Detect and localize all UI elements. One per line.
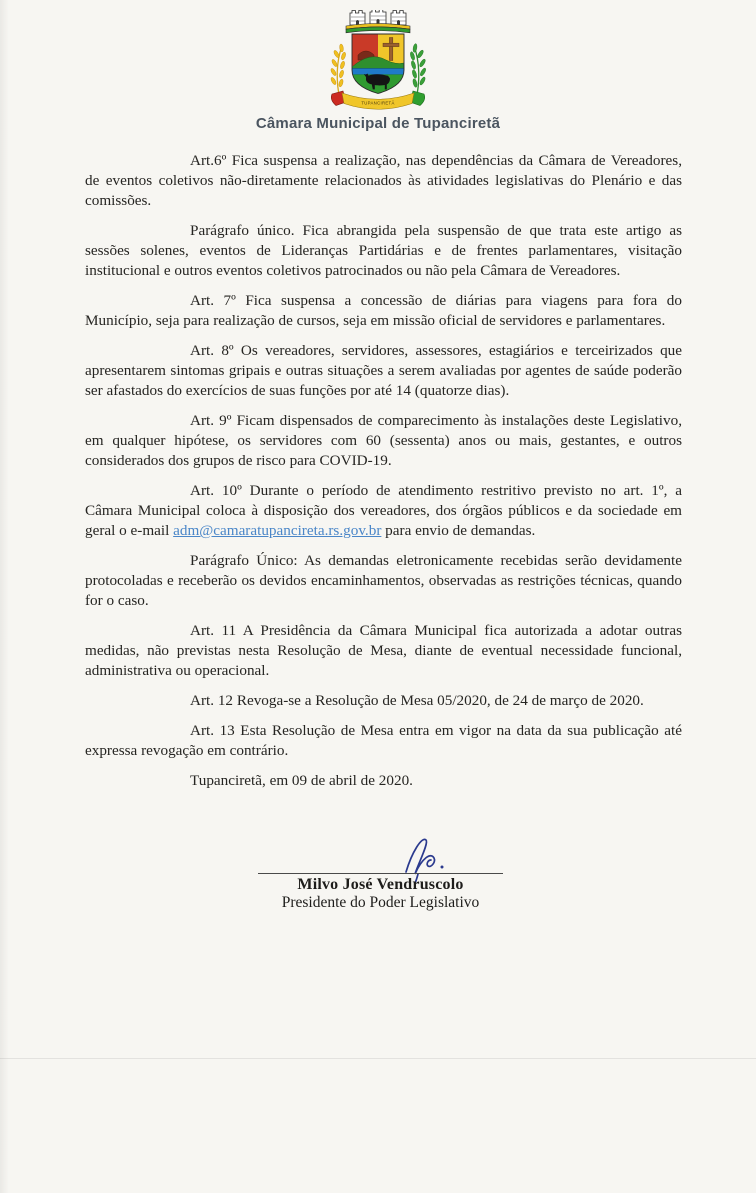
paragraph-dateline (85, 771, 682, 791)
document-body (85, 151, 682, 801)
text-run: Art. 8º Os vereadores, servidores, assessores, estagiários e terceirizados que apresentarem sintomas gripais e outras situações a serem avaliadas por agentes de saúde poderão ser afastados do exercícios de suas funções por até 14 (quatorze dias). (85, 342, 682, 399)
paragraph-paragrafo-unico-art-10 (85, 551, 682, 611)
paragraph-art-13 (85, 721, 682, 761)
email-link[interactable]: adm@camaratupancireta.rs.gov.br (173, 522, 382, 539)
paragraph-art-9 (85, 411, 682, 471)
coat-of-arms (316, 10, 440, 112)
paragraph-art-6 (85, 151, 682, 211)
signatory-name: Milvo José Vendruscolo (297, 876, 464, 893)
ribbon-text: TUPANCIRETÃ (361, 100, 395, 106)
text-run: Art. 9º Ficam dispensados de comparecimento às instalações deste Legislativo, em qualquer hipótese, os servidores com 60 (sessenta) anos ou mais, gestantes, e outros considerados dos grupos de risco para COVID-19. (85, 412, 682, 469)
coat-of-arms-graphic (316, 10, 440, 112)
mural-crown-icon (346, 10, 410, 33)
text-run: Art. 12 Revoga-se a Resolução de Mesa 05/2020, de 24 de março de 2020. (190, 692, 644, 709)
text-run: Art. 11 A Presidência da Câmara Municipal fica autorizada a adotar outras medidas, não previstas nesta Resolução de Mesa, diante de eventual necessidade funcional, administrativa ou operacional. (85, 622, 682, 679)
signature-block (258, 873, 503, 912)
text-run: Tupanciretã, em 09 de abril de 2020. (190, 772, 413, 789)
text-run: Art. 10º Durante o período de atendimento restritivo previsto no art. 1º, a Câmara Municipal coloca à disposição dos vereadores, dos órgãos públicos e da sociedade em geral o e-mail (85, 482, 682, 539)
paragraph-art-11 (85, 621, 682, 681)
wheat-icon (330, 44, 347, 100)
paragraph-paragrafo-unico-art-6 (85, 221, 682, 281)
text-run: para envio de demandas. (381, 522, 536, 539)
text-run: Parágrafo único. Fica abrangida pela suspensão de que trata este artigo as sessões solenes, eventos de Lideranças Partidárias e de frentes parlamentares, visitação institucional e outros eventos coletivos patrocinados ou não pela Câmara de Vereadores. (85, 222, 682, 279)
text-run: Art. 7º Fica suspensa a concessão de diárias para viagens para fora do Município, seja para realização de cursos, seja em missão oficial de servidores e parlamentares. (85, 292, 682, 329)
paragraph-art-12 (85, 691, 682, 711)
letterhead (0, 10, 756, 132)
scan-artifact-line (0, 1058, 756, 1059)
text-run: Art.6º Fica suspensa a realização, nas dependências da Câmara de Vereadores, de eventos coletivos não-diretamente relacionados às atividades legislativas do Plenário e das comissões. (85, 152, 682, 209)
org-name: Câmara Municipal de Tupanciretã (255, 115, 501, 132)
laurel-branch-icon (410, 43, 427, 100)
paragraph-art-8 (85, 341, 682, 401)
paragraph-art-10 (85, 481, 682, 541)
text-run: Parágrafo Único: As demandas eletronicamente recebidas serão devidamente protocoladas e receberão os devidos encaminhamentos, observadas as restrições técnicas, quando for o caso. (85, 552, 682, 609)
signature-dot (441, 866, 444, 869)
signatory-title: Presidente do Poder Legislativo (281, 894, 480, 911)
text-run: Art. 13 Esta Resolução de Mesa entra em vigor na data da sua publicação até expressa revogação em contrário. (85, 722, 682, 759)
paragraph-art-7 (85, 291, 682, 331)
shield-icon (352, 34, 404, 95)
